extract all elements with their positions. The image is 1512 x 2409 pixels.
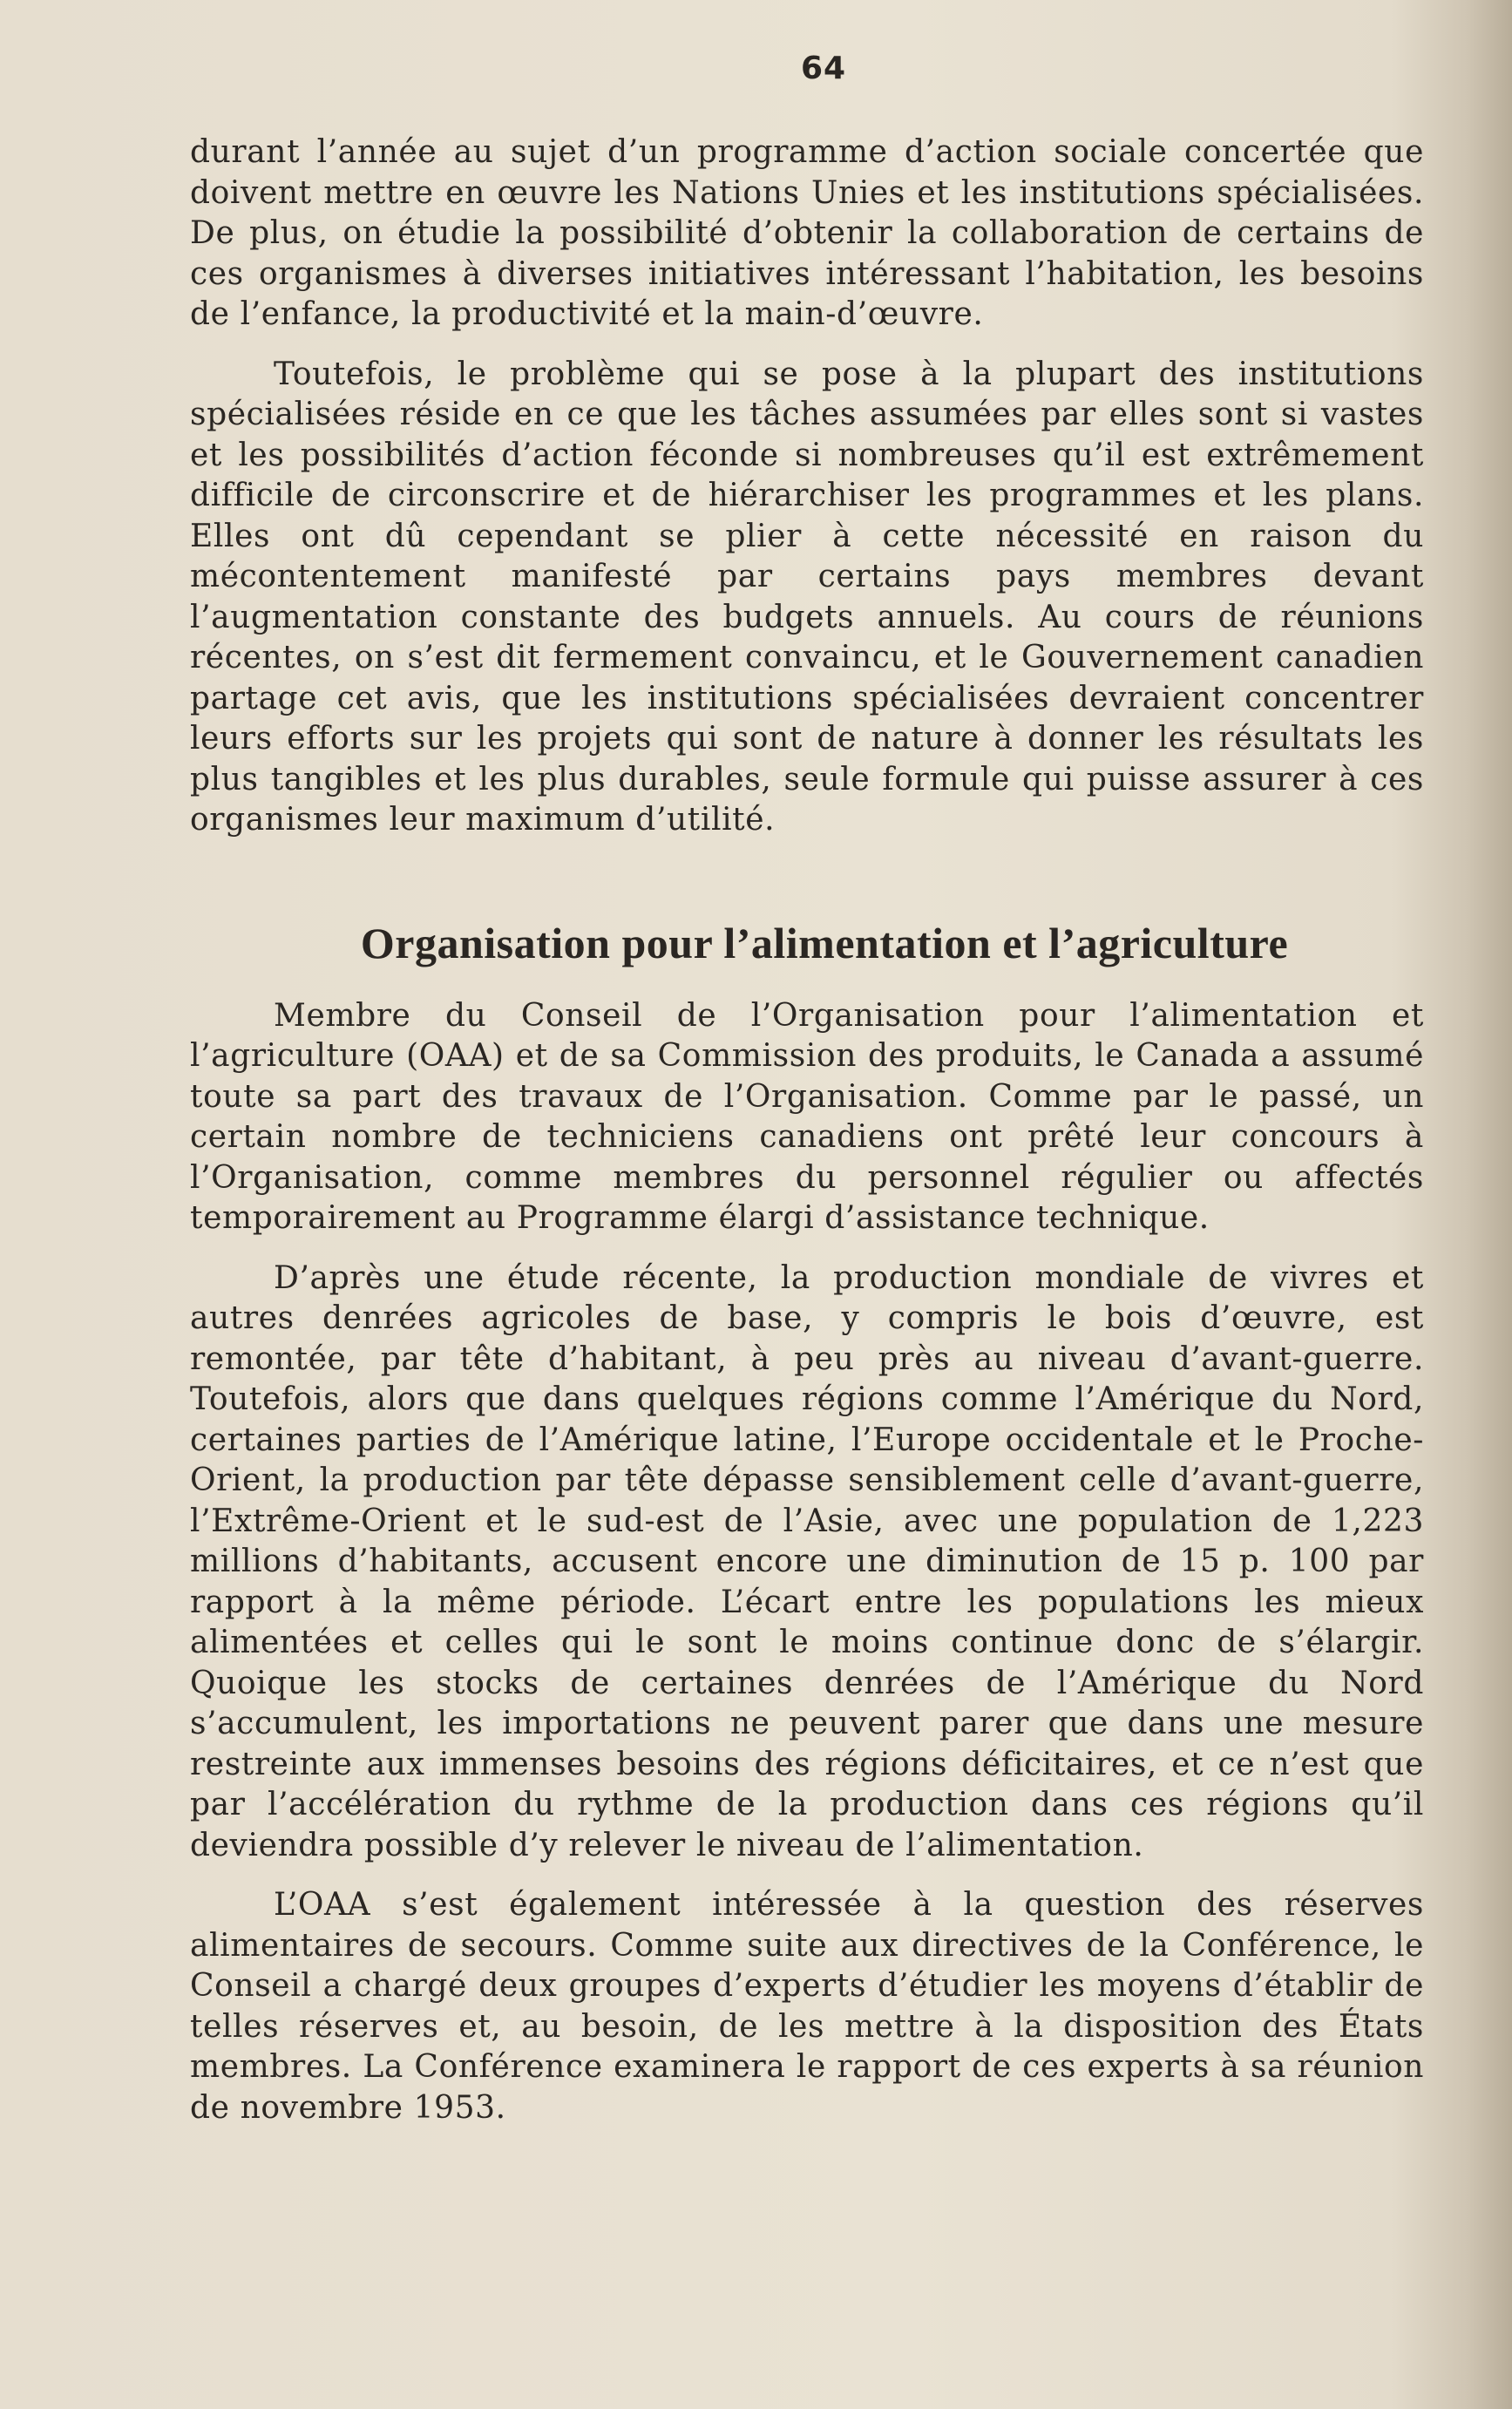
page-body	[190, 132, 1424, 2128]
paragraph-continuation: durant l’année au sujet d’un programme d’action sociale concertée que doivent mettre en œuvre les Nations Unies et les institutions spécialisées. De plus, on étudie la possibilité d’obtenir la collaboration de certains de ces organismes à diverses initiatives intéressant l’habitation, les besoins de l’enfance, la productivité et la main-d’œuvre.	[190, 134, 1424, 332]
section-heading: Organisation pour l’alimentation et l’agriculture	[360, 918, 1289, 967]
paragraph-world-production: D’après une étude récente, la production mondiale de vivres et autres denrées agricoles de base, y compris le bois d’œuvre, est remontée, par tête d’habitant, à peu près au niveau d’avant-guerre. Toutefois, alors que dans quelques régions comme l’Amérique du Nord, certaines parties de l’Amérique latine, l’Europe occidentale et le Proche-Orient, la production par tête dépasse sensiblement celle d’avant-guerre, l’Extrême-Orient et le sud-est de l’Asie, avec une population de 1,223 millions d’habitants, accusent encore une diminution de 15 p. 100 par rapport à la même période. L’écart entre les populations les mieux alimentées et celles qui le sont le moins continue donc de s’élargir. Quoique les stocks de certaines denrées de l’Amérique du Nord s’accumulent, les importations ne peuvent parer que dans une mesure restreinte aux immenses besoins des régions déficitaires, et ce n’est que par l’accélération du rythme de la production dans ces régions qu’il deviendra possible d’y relever le niveau de l’alimentation.	[190, 1259, 1424, 1863]
page-number: 64	[800, 51, 847, 86]
paragraph-specialized-agencies: Toutefois, le problème qui se pose à la plupart des institutions spécialisées réside en ce que les tâches assumées par elles sont si vastes et les possibilités d’action féconde si nombreuses qu’il est extrêmement difficile de circonscrire et de hiérarchiser les programmes et les plans. Elles ont dû cependant se plier à cette nécessité en raison du mécontentement manifesté par certains pays membres devant l’augmentation constante des budgets annuels. Au cours de réunions récentes, on s’est dit fermement convaincu, et le Gouvernement canadien partage cet avis, que les institutions spécialisées devraient concentrer leurs efforts sur les projets qui sont de nature à donner les résultats les plus tangibles et les plus durables, seule formule qui puisse assurer à ces organismes leur maximum d’utilité.	[190, 356, 1424, 838]
paragraph-council-member: Membre du Conseil de l’Organisation pour l’alimentation et l’agriculture (OAA) et de sa Commission des produits, le Canada a assumé toute sa part des travaux de l’Organisation. Comme par le passé, un certain nombre de techniciens canadiens ont prêté leur concours à l’Organisation, comme membres du personnel régulier ou affectés temporairement au Programme élargi d’assistance technique.	[190, 997, 1424, 1236]
paragraph-food-reserves: L’OAA s’est également intéressée à la question des réserves alimentaires de secours. Comme suite aux directives de la Conférence, le Conseil a chargé deux groupes d’experts d’étudier les moyens d’établir de telles réserves et, au besoin, de les mettre à la disposition des États membres. La Conférence examinera le rapport de ces experts à sa réunion de novembre 1953.	[190, 1887, 1424, 2126]
